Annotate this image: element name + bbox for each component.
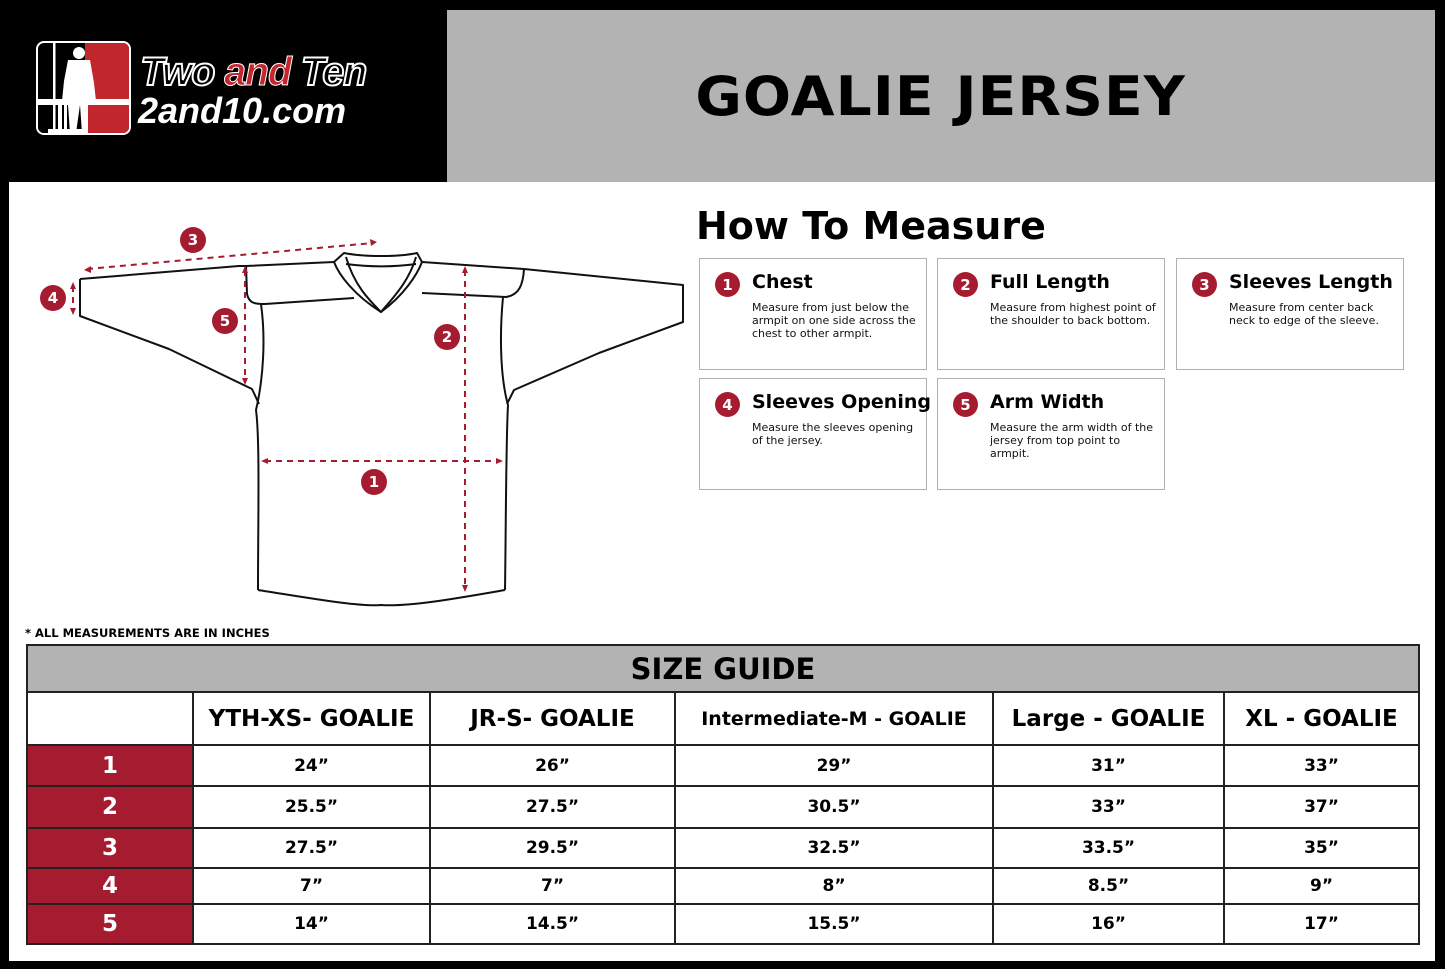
card-title: Arm Width (990, 391, 1105, 413)
size-guide-table (26, 644, 1420, 945)
svg-text:1: 1 (368, 473, 380, 491)
card-title: Sleeves Opening (752, 391, 931, 413)
brand-wordmark (138, 52, 368, 130)
table-cell: 15.5” (675, 904, 993, 944)
card-description: Measure from just below the armpit on one side across the chest to other armpit. (752, 301, 916, 340)
logo-block (0, 0, 447, 182)
table-cell: 7” (193, 868, 430, 904)
title-panel (447, 10, 1435, 182)
table-cell: 33” (1224, 745, 1419, 786)
measure-card-full-length (937, 258, 1165, 370)
row-header: 4 (27, 868, 193, 904)
table-corner-cell (27, 692, 193, 745)
card-title: Sleeves Length (1229, 271, 1393, 293)
number-5-icon: 5 (953, 392, 978, 417)
card-description: Measure the arm width of the jersey from top point to armpit. (990, 421, 1154, 460)
measure-card-chest (699, 258, 927, 370)
marker-5-icon (212, 308, 238, 334)
table-cell: 29” (675, 745, 993, 786)
row-header: 1 (27, 745, 193, 786)
table-header-row (27, 692, 1419, 745)
table-cell: 37” (1224, 786, 1419, 828)
jersey-diagram (29, 220, 689, 610)
brand-logo-icon (36, 41, 131, 135)
table-cell: 9” (1224, 868, 1419, 904)
number-2-icon: 2 (953, 272, 978, 297)
brand-domain: 2and10.com (138, 90, 347, 131)
marker-1-icon (361, 469, 387, 495)
table-cell: 27.5” (193, 828, 430, 868)
measure-card-sleeves-opening (699, 378, 931, 490)
brand-name (140, 52, 366, 92)
content-area (9, 182, 1435, 961)
column-header: YTH-XS- GOALIE (193, 692, 430, 745)
table-row (27, 904, 1419, 944)
brand-name-part2: and (224, 50, 291, 94)
table-cell: 30.5” (675, 786, 993, 828)
svg-text:4: 4 (47, 289, 59, 307)
table-cell: 17” (1224, 904, 1419, 944)
marker-2-icon (434, 324, 460, 350)
how-to-measure-title: How To Measure (696, 204, 1046, 248)
measure-card-arm-width (937, 378, 1165, 490)
table-row (27, 828, 1419, 868)
card-description: Measure from center back neck to edge of the sleeve. (1229, 301, 1379, 327)
card-description: Measure the sleeves opening of the jersey. (752, 421, 914, 447)
table-cell: 26” (430, 745, 675, 786)
column-header: XL - GOALIE (1224, 692, 1419, 745)
table-cell: 24” (193, 745, 430, 786)
table-cell: 16” (993, 904, 1224, 944)
row-header: 2 (27, 786, 193, 828)
table-cell: 14” (193, 904, 430, 944)
measurement-units-note: * ALL MEASUREMENTS ARE IN INCHES (25, 626, 270, 640)
marker-4-icon (40, 285, 66, 311)
table-cell: 8” (675, 868, 993, 904)
measure-card-sleeves-length (1176, 258, 1404, 370)
table-row (27, 868, 1419, 904)
table-cell: 8.5” (993, 868, 1224, 904)
table-cell: 27.5” (430, 786, 675, 828)
row-header: 5 (27, 904, 193, 944)
table-cell: 32.5” (675, 828, 993, 868)
svg-text:3: 3 (187, 231, 199, 249)
brand-name-part1: Two (140, 50, 225, 94)
column-header: Large - GOALIE (993, 692, 1224, 745)
table-cell: 14.5” (430, 904, 675, 944)
table-row (27, 745, 1419, 786)
row-header: 3 (27, 828, 193, 868)
svg-text:5: 5 (219, 312, 231, 330)
table-cell: 7” (430, 868, 675, 904)
hockey-player-silhouette-icon (38, 43, 131, 135)
column-header: JR-S- GOALIE (430, 692, 675, 745)
table-cell: 33” (993, 786, 1224, 828)
card-title: Full Length (990, 271, 1110, 293)
number-4-icon: 4 (715, 392, 740, 417)
table-cell: 29.5” (430, 828, 675, 868)
page-title: GOALIE JERSEY (695, 64, 1187, 128)
marker-3-icon (180, 227, 206, 253)
table-cell: 33.5” (993, 828, 1224, 868)
table-cell: 31” (993, 745, 1224, 786)
svg-text:2: 2 (441, 328, 453, 346)
card-title: Chest (752, 271, 813, 293)
table-cell: 35” (1224, 828, 1419, 868)
card-description: Measure from highest point of the shoulder to back bottom. (990, 301, 1156, 327)
number-1-icon: 1 (715, 272, 740, 297)
column-header: Intermediate-M - GOALIE (675, 692, 993, 745)
size-guide-title: SIZE GUIDE (27, 645, 1419, 692)
table-row (27, 786, 1419, 828)
brand-name-part3: Ten (290, 50, 367, 94)
table-cell: 25.5” (193, 786, 430, 828)
number-3-icon: 3 (1192, 272, 1217, 297)
